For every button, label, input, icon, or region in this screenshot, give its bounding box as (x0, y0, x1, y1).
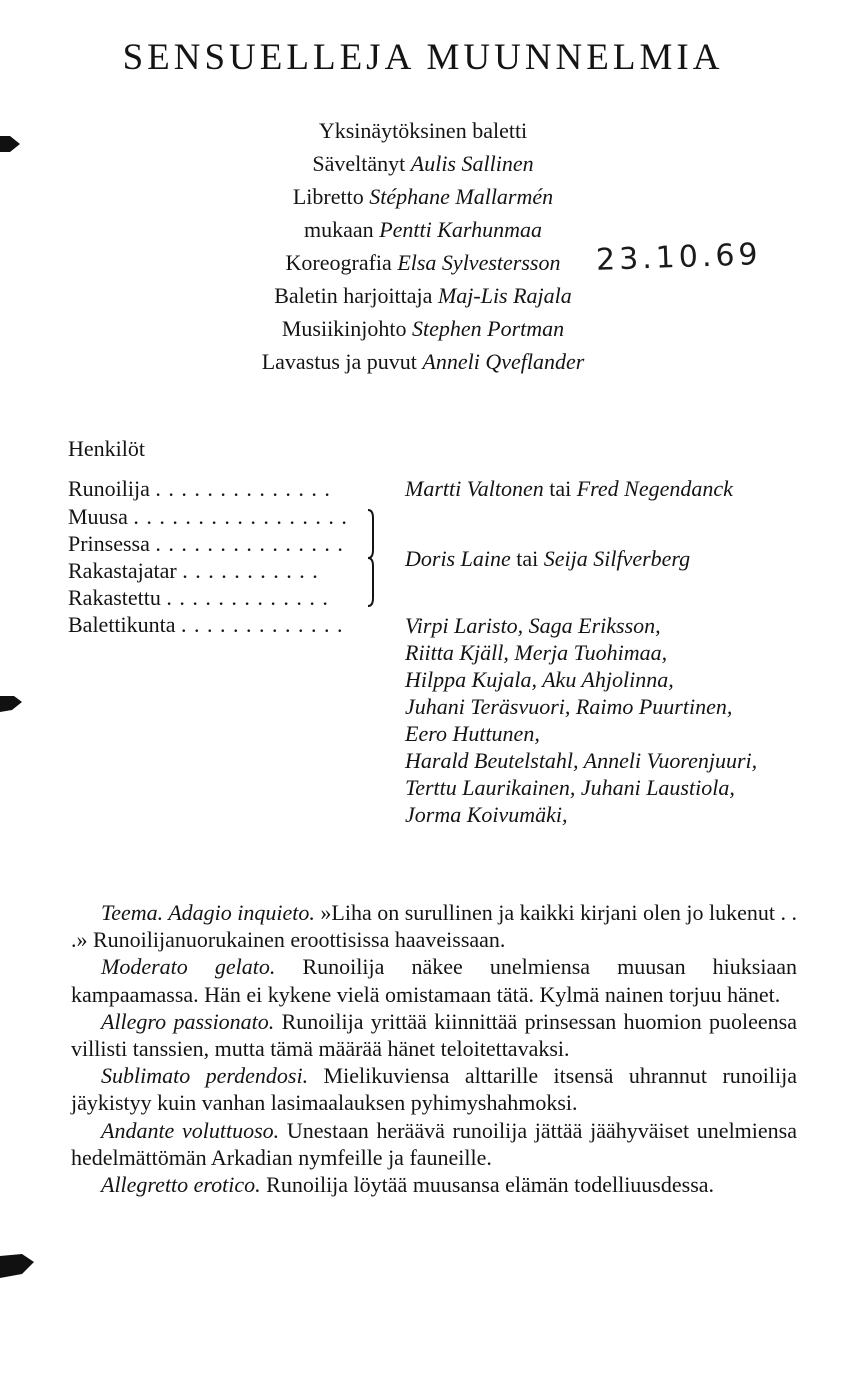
synopsis-paragraph (71, 899, 797, 953)
credit-label: Libretto (292, 184, 364, 209)
tempo-marking: Sublimato perdendosi. (101, 1063, 309, 1089)
tempo-marking: Moderato gelato. (101, 954, 276, 980)
credit-label: Baletin harjoittaja (274, 283, 433, 308)
synopsis-text: Mielikuviensa alttarille itsensä uhrannut runoilija jäykistyy kuin vanhan lasimaalauksen pyhimyshahmoksi. (71, 1063, 797, 1116)
credit-line (0, 345, 846, 378)
leader-dots: . . . . . . . . . . . . . . . (155, 531, 344, 556)
role-name: Rakastettu (68, 585, 161, 610)
ensemble-list (405, 612, 757, 828)
credit-name: Elsa Sylvestersson (397, 250, 561, 275)
credit-name: Aulis Sallinen (410, 151, 534, 176)
cast-heading: Henkilöt (68, 436, 145, 461)
credit-name: Stephen Portman (412, 316, 565, 341)
tempo-marking: Allegro passionato. (101, 1008, 275, 1034)
role-name: Balettikunta (68, 612, 176, 637)
synopsis-paragraph (71, 1117, 797, 1171)
role-name: Runoilija (68, 476, 150, 501)
credit-line (0, 114, 846, 147)
grouping-brace (360, 508, 376, 608)
role-row (68, 530, 344, 557)
handwritten-date: 23.10.69 (595, 237, 763, 278)
leader-dots: . . . . . . . . . . . . . . (155, 476, 331, 501)
performer-name: Fred Negendanck (576, 476, 733, 501)
performer-conj: tai (516, 546, 539, 571)
page-title: SENSUELLEJA MUUNNELMIA (122, 37, 724, 78)
tempo-marking: Andante voluttuoso. (101, 1117, 280, 1143)
role-row (68, 503, 348, 530)
credit-label: Yksinäytöksinen baletti (318, 118, 528, 143)
tempo-marking: Teema. Adagio inquieto. (101, 900, 315, 925)
ensemble-line: Hilppa Kujala, Aku Ahjolinna, (405, 667, 674, 692)
role-row (68, 557, 319, 584)
role-row (68, 584, 329, 611)
synopsis-text: Runoilija näkee unelmiensa muusan hiuksiaan kampaamassa. Hän ei kykene vielä omistamaan tätä. Kylmä nainen torjuu hänet. (71, 954, 797, 1007)
credit-name: Maj-Lis Rajala (437, 283, 572, 308)
binding-hole-mark (0, 692, 24, 716)
leader-dots: . . . . . . . . . . . (182, 558, 319, 583)
ensemble-line: Eero Huttunen, (405, 721, 540, 746)
credit-label: Lavastus ja puvut (261, 349, 417, 374)
role-row (68, 475, 331, 502)
tempo-marking: Allegretto erotico. (101, 1172, 261, 1198)
ensemble-line: Virpi Laristo, Saga Eriksson, (405, 613, 661, 638)
credit-label: mukaan (304, 217, 374, 242)
credit-line (0, 147, 846, 180)
leader-dots: . . . . . . . . . . . . . . . . . (133, 504, 348, 529)
credit-line (0, 180, 846, 213)
ensemble-line: Harald Beutelstahl, Anneli Vuorenjuuri, (405, 748, 758, 773)
credit-line (0, 312, 846, 345)
synopsis-paragraph (71, 1062, 797, 1116)
synopsis-paragraph (71, 1008, 797, 1062)
credit-line (0, 279, 846, 312)
performers-runoilija (405, 475, 733, 502)
credit-name: Anneli Qveflander (422, 349, 585, 374)
ensemble-line: Terttu Laurikainen, Juhani Laustiola, (405, 775, 735, 800)
synopsis-text: Runoilija löytää muusansa elämän todelliuusdessa. (260, 1172, 715, 1198)
credit-name: Stéphane Mallarmén (369, 184, 554, 209)
credit-name: Pentti Karhunmaa (379, 217, 542, 242)
role-name: Muusa (68, 504, 128, 529)
performer-name: Seija Silfverberg (543, 546, 691, 571)
leader-dots: . . . . . . . . . . . . . (166, 585, 329, 610)
performers-group (405, 545, 690, 572)
credit-label: Musiikinjohto (281, 316, 407, 341)
role-name: Prinsessa (68, 531, 150, 556)
credit-label: Säveltänyt (312, 151, 406, 176)
ensemble-line: Juhani Teräsvuori, Raimo Puurtinen, (405, 694, 733, 719)
synopsis-paragraph (71, 1171, 797, 1198)
ensemble-line: Jorma Koivumäki, (405, 802, 568, 827)
credit-label: Koreografia (285, 250, 392, 275)
leader-dots: . . . . . . . . . . . . . (181, 612, 344, 637)
performer-conj: tai (549, 476, 572, 501)
performer-name: Martti Valtonen (405, 476, 544, 501)
synopsis-text: Runoilija yrittää kiinnittää prinsessan huomion puoleensa villisti tanssien, mutta tämä määrää hänet teloitettavaksi. (71, 1008, 798, 1062)
synopsis-text: Unestaan heräävä runoilija jättää jäähyväiset unelmiensa hedelmättömän Arkadian nymfeille ja fauneille. (71, 1117, 797, 1170)
binding-hole-mark (0, 132, 24, 156)
synopsis (71, 899, 797, 1198)
synopsis-paragraph (71, 953, 797, 1007)
role-name: Rakastajatar (68, 558, 177, 583)
binding-hole-mark (0, 1252, 36, 1282)
synopsis-text: »Liha on surullinen ja kaikki kirjani olen jo lukenut . . .» Runoilijanuorukainen eroottisissa haaveissaan. (71, 900, 798, 953)
ensemble-line: Riitta Kjäll, Merja Tuohimaa, (405, 640, 668, 665)
performer-name: Doris Laine (405, 546, 511, 571)
role-row (68, 611, 344, 638)
